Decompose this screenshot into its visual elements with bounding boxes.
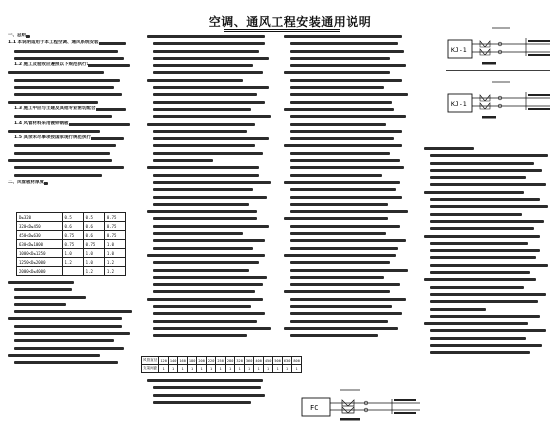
table-cell: 0.6	[62, 222, 83, 231]
text-line	[424, 197, 550, 202]
table-row	[17, 240, 126, 249]
table-cell: 1.2	[104, 267, 125, 276]
table-cell: 1	[178, 365, 188, 373]
table-cell: 500	[274, 358, 281, 363]
text-line	[8, 338, 132, 343]
table-cell: 400	[255, 358, 262, 363]
text-line	[8, 295, 132, 300]
table-cell: 0.5	[62, 213, 83, 222]
text-line	[147, 92, 273, 97]
table-cell: 0.5	[83, 213, 104, 222]
table-cell: 1	[168, 365, 178, 373]
text-line	[284, 129, 410, 134]
text-line	[284, 122, 410, 127]
text-line	[284, 187, 410, 192]
text-line	[284, 136, 410, 141]
text-line	[424, 350, 550, 355]
text-line	[147, 209, 273, 214]
table-cell: 0.6	[83, 231, 104, 240]
text-line	[147, 319, 273, 324]
document-title: 空调、通风工程安装通用说明	[208, 15, 372, 29]
text-line	[147, 231, 273, 236]
text-line	[147, 85, 273, 90]
title-underline-2	[224, 31, 340, 32]
text-line	[147, 100, 273, 105]
text-line	[147, 78, 273, 83]
unit-1-diagram	[446, 28, 550, 71]
text-line	[424, 161, 550, 166]
text-line	[284, 297, 410, 302]
table-cell: 450	[264, 358, 272, 363]
text-line	[424, 182, 550, 187]
text-line	[284, 114, 410, 119]
text-line	[8, 309, 132, 314]
text-block	[8, 280, 132, 365]
text-line	[8, 331, 132, 336]
text-line	[424, 190, 550, 195]
text-line	[284, 209, 410, 214]
table-cell: 1	[263, 365, 273, 373]
table-cell: 1.0	[104, 249, 125, 258]
text-line	[284, 85, 410, 90]
text-line	[284, 151, 410, 156]
table-cell: 0.75	[104, 222, 125, 231]
support-spacing-table	[141, 356, 302, 373]
text-line	[284, 202, 410, 207]
text-line	[284, 304, 410, 309]
table-cell: 1.2	[83, 267, 104, 276]
table-cell: 1.0	[83, 258, 104, 267]
text-line	[147, 385, 273, 390]
table-cell: 140	[169, 358, 177, 363]
table-cell: 1.0	[104, 240, 125, 249]
text-line	[147, 378, 273, 383]
text-line	[284, 246, 410, 251]
table-heading: 二、风管板材厚度	[8, 181, 132, 186]
text-line	[147, 311, 273, 316]
text-line	[284, 158, 410, 163]
table-cell: 支架间距	[142, 365, 159, 373]
text-line	[147, 136, 273, 141]
text-line	[424, 307, 550, 312]
text-line	[147, 393, 273, 398]
svg-text:KJ-1: KJ-1	[451, 100, 467, 108]
text-line	[147, 63, 273, 68]
text-line	[424, 226, 550, 231]
text-line	[284, 231, 410, 236]
text-line: 1.2 施工及验收应遵照以下规范执行:	[8, 63, 132, 68]
text-line	[147, 297, 273, 302]
text-line	[8, 49, 132, 54]
text-line	[284, 275, 410, 280]
fan-coil-connection-diagram	[280, 388, 430, 424]
table-row	[17, 249, 126, 258]
table-cell: 0.75	[104, 213, 125, 222]
text-line	[284, 224, 410, 229]
text-line	[284, 289, 410, 294]
text-line	[284, 253, 410, 258]
text-line	[8, 158, 132, 163]
text-line	[284, 311, 410, 316]
fc-label: FC	[310, 404, 319, 412]
text-line	[424, 336, 550, 341]
table-cell: 1	[282, 365, 292, 373]
text-line: 1.1 本说明适用于本工程空调、通风系统安装	[8, 41, 132, 46]
table-cell: 1.2	[62, 258, 83, 267]
text-line	[424, 175, 550, 180]
text-line	[147, 216, 273, 221]
text-line	[284, 49, 410, 54]
text-line	[8, 173, 132, 178]
text-line: 1.3 施工中应与土建及其他专业密切配合	[8, 107, 132, 112]
text-line	[147, 253, 273, 258]
text-line	[8, 316, 132, 321]
table-cell: 1	[273, 365, 283, 373]
table-cell: 1250<D≤2000	[17, 258, 63, 267]
text-line	[8, 353, 132, 358]
text-line	[147, 224, 273, 229]
text-block	[8, 41, 132, 177]
text-line	[147, 143, 273, 148]
table-cell: 450<D≤630	[17, 231, 63, 240]
text-line	[284, 100, 410, 105]
table-cell: 0.6	[83, 222, 104, 231]
text-line	[8, 165, 132, 170]
text-line	[424, 314, 550, 319]
text-line	[8, 287, 132, 292]
text-line	[147, 122, 273, 127]
text-line	[147, 165, 273, 170]
text-block	[147, 34, 273, 338]
text-line	[284, 107, 410, 112]
text-line	[8, 92, 132, 97]
table-cell: 1	[244, 365, 254, 373]
text-line	[424, 255, 550, 260]
text-line	[147, 282, 273, 287]
text-line	[284, 165, 410, 170]
text-line	[147, 158, 273, 163]
table-cell: 320<D≤450	[17, 222, 63, 231]
text-line	[8, 114, 132, 119]
text-line	[424, 219, 550, 224]
table-cell: 风管直径	[142, 357, 159, 365]
duct-thickness-table	[16, 212, 126, 276]
text-line	[284, 34, 410, 39]
text-line	[424, 277, 550, 282]
table-cell: 1	[235, 365, 245, 373]
table-cell: 1	[159, 365, 169, 373]
unit-2-diagram	[448, 82, 550, 119]
table-cell: 180	[188, 358, 196, 363]
text-line	[8, 302, 132, 307]
table-cell: 1	[292, 365, 302, 373]
text-line	[147, 187, 273, 192]
text-line	[284, 238, 410, 243]
table-row	[17, 267, 126, 276]
text-line	[8, 78, 132, 83]
text-line	[8, 143, 132, 148]
table-cell: 360	[245, 358, 253, 363]
table-cell: 800	[293, 358, 300, 363]
text-line	[147, 333, 273, 338]
text-line	[147, 260, 273, 265]
text-line	[147, 326, 273, 331]
table-cell: 1.2	[104, 258, 125, 267]
table-cell: 220	[207, 358, 215, 363]
text-line	[424, 212, 550, 217]
table-cell: 2000<D≤4000	[17, 267, 63, 276]
text-line	[147, 173, 273, 178]
table-cell: 250	[217, 358, 224, 363]
text-line	[147, 195, 273, 200]
text-line	[8, 151, 132, 156]
text-line	[424, 292, 550, 297]
text-line	[8, 100, 132, 105]
table-cell: 1	[225, 365, 235, 373]
text-line	[424, 168, 550, 173]
text-line	[8, 56, 132, 61]
text-line	[147, 107, 273, 112]
table-cell: 630	[283, 358, 291, 363]
table-cell: 1	[206, 365, 216, 373]
text-line	[424, 299, 550, 304]
table-row	[142, 365, 302, 373]
text-line	[424, 204, 550, 209]
text-line	[147, 180, 273, 185]
text-line	[284, 41, 410, 46]
text-line	[284, 216, 410, 221]
text-line	[284, 56, 410, 61]
text-line	[147, 289, 273, 294]
text-line	[147, 56, 273, 61]
text-line	[284, 195, 410, 200]
table-row	[17, 222, 126, 231]
text-line	[8, 280, 132, 285]
table-cell: 280	[226, 358, 234, 363]
table-row	[17, 258, 126, 267]
text-line	[147, 129, 273, 134]
text-line	[424, 285, 550, 290]
text-line	[424, 248, 550, 253]
text-line	[284, 143, 410, 148]
text-line	[147, 268, 273, 273]
table-cell: 1.0	[83, 249, 104, 258]
column-pipe-notes	[424, 146, 550, 358]
text-line	[424, 241, 550, 246]
column-general-notes	[8, 34, 132, 188]
text-line	[284, 333, 410, 338]
table-cell: 0.75	[62, 231, 83, 240]
text-line	[284, 180, 410, 185]
text-block	[147, 378, 273, 405]
air-handler-connection-diagrams	[430, 26, 558, 134]
text-line	[8, 129, 132, 134]
table-cell: 160	[179, 358, 186, 363]
table-cell: 1	[187, 365, 197, 373]
text-line	[284, 282, 410, 287]
table-cell: 0.75	[62, 240, 83, 249]
text-line	[147, 34, 273, 39]
text-line	[284, 268, 410, 273]
text-line	[284, 63, 410, 68]
text-line: 1.4 风管材料采用镀锌钢板	[8, 122, 132, 127]
table-cell: 1	[216, 365, 226, 373]
text-line	[284, 260, 410, 265]
table-row	[17, 231, 126, 240]
table-cell: 1	[254, 365, 264, 373]
table-cell	[62, 267, 83, 276]
text-line	[8, 85, 132, 90]
text-line	[147, 400, 273, 405]
text-line	[424, 328, 550, 333]
table-cell: 630<D≤1000	[17, 240, 63, 249]
column-duct-notes	[147, 34, 273, 340]
text-line	[8, 324, 132, 329]
text-line	[284, 319, 410, 324]
text-line	[8, 346, 132, 351]
text-line	[147, 41, 273, 46]
table-cell: 1.0	[62, 249, 83, 258]
table-cell: 200	[198, 358, 205, 363]
text-line	[284, 326, 410, 331]
text-line	[424, 321, 550, 326]
column-general-notes-cont	[8, 280, 132, 368]
table-cell: 120	[160, 358, 167, 363]
text-line	[424, 153, 550, 158]
text-line	[284, 92, 410, 97]
text-line	[424, 343, 550, 348]
text-line	[424, 146, 550, 151]
table-row	[142, 357, 302, 365]
text-line	[8, 360, 132, 365]
text-line	[147, 151, 273, 156]
table-cell: 1000<D≤1250	[17, 249, 63, 258]
text-line	[147, 114, 273, 119]
title-underline	[224, 29, 340, 30]
column-duct-notes-cont	[147, 378, 273, 407]
text-line	[147, 304, 273, 309]
text-line	[424, 234, 550, 239]
text-block	[424, 146, 550, 355]
text-line: 1.5 其余未尽事项按国家现行规范执行	[8, 136, 132, 141]
text-line	[284, 173, 410, 178]
section-heading: 一、总则	[8, 34, 132, 39]
table-cell: D≤320	[17, 213, 63, 222]
table-cell: 0.75	[104, 231, 125, 240]
text-line	[147, 202, 273, 207]
text-line	[284, 70, 410, 75]
svg-text:KJ-1: KJ-1	[451, 46, 467, 54]
text-line	[147, 275, 273, 280]
table-row	[17, 213, 126, 222]
text-line	[147, 238, 273, 243]
text-line	[284, 78, 410, 83]
table-cell: 1	[197, 365, 207, 373]
table-cell: 0.75	[83, 240, 104, 249]
text-block	[284, 34, 410, 338]
text-line	[147, 246, 273, 251]
text-line	[147, 70, 273, 75]
text-line	[8, 70, 132, 75]
text-line	[147, 49, 273, 54]
text-line	[424, 263, 550, 268]
table-cell: 320	[236, 358, 243, 363]
column-equipment-notes	[284, 34, 410, 340]
text-line	[424, 270, 550, 275]
